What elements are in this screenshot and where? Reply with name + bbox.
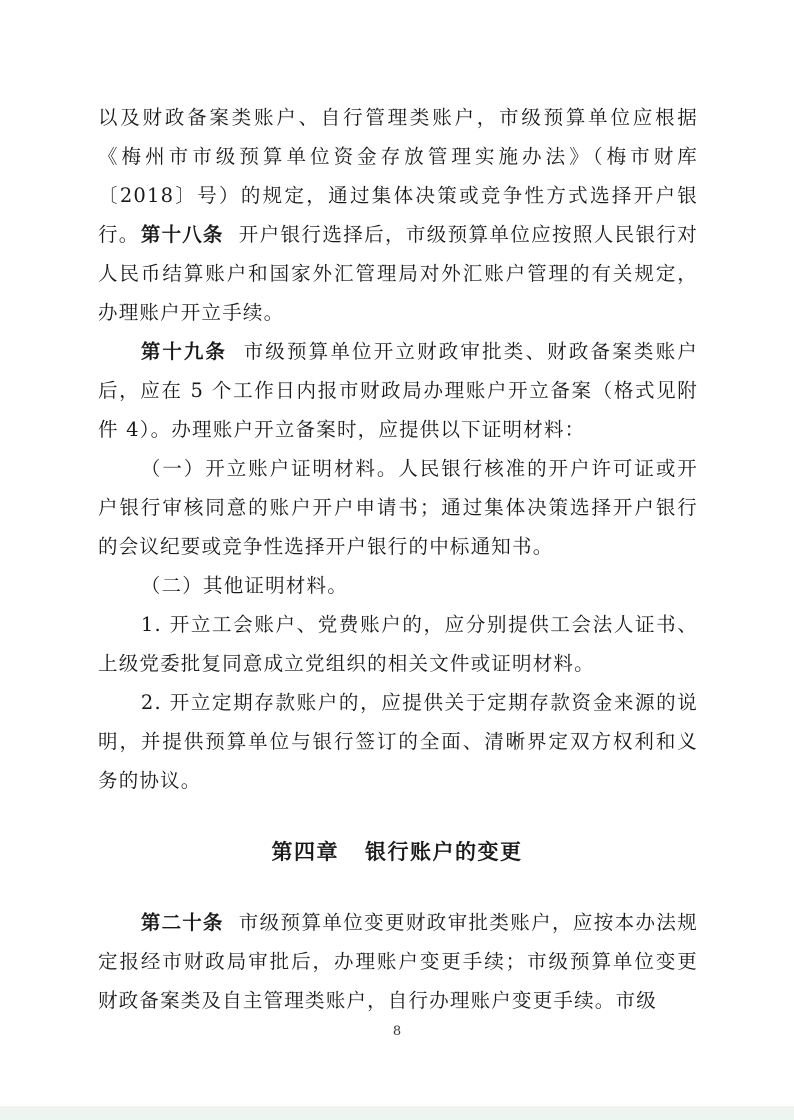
chapter-title: 银行账户的变更 xyxy=(365,840,523,864)
clause-text: （一）开立账户证明材料。人民银行核准的开户许可证或开户银行审核同意的账户开户申请书；通过集体决策选择开户银行的会议纪要或竞争性选择开户银行的中标通知书。 xyxy=(98,457,698,558)
clause-1 xyxy=(98,449,698,566)
item-2 xyxy=(98,683,698,800)
item-text: 2. 开立定期存款账户的，应提供关于定期存款资金来源的说明，并提供预算单位与银行签订的全面、清晰界定双方权利和义务的协议。 xyxy=(98,691,698,792)
article-heading: 第二十条 xyxy=(140,911,224,934)
article-19 xyxy=(98,332,698,449)
article-body: 市级预算单位开立财政审批类、财政备案类账户后，应在 5 个工作日内报市财政局办理账户开立备案（格式见附件 4）。办理账户开立备案时，应提供以下证明材料： xyxy=(98,340,698,441)
item-text: 1. 开立工会账户、党费账户的，应分别提供工会法人证书、上级党委批复同意成立党组织的相关文件或证明材料。 xyxy=(98,613,698,675)
chapter-heading xyxy=(0,836,794,866)
clause-2 xyxy=(98,566,698,605)
item-1 xyxy=(98,605,698,683)
article-18 xyxy=(98,215,698,332)
page-number: 8 xyxy=(392,1024,402,1039)
chapter-number: 第四章 xyxy=(271,840,339,864)
paragraph-text: 以及财政备案类账户、自行管理类账户，市级预算单位应根据《梅州市市级预算单位资金存放管理实施办法》（梅市财库〔2018〕号）的规定，通过集体决策或竞争性方式选择开户银行。 xyxy=(98,106,698,246)
article-body: 市级预算单位变更财政审批类账户，应按本办法规定报经市财政局审批后，办理账户变更手续；市级预算单位变更财政备案类及自主管理类账户，自行办理账户变更手续。市级 xyxy=(98,911,698,1012)
page-bottom-band xyxy=(0,1106,794,1120)
clause-text: （二）其他证明材料。 xyxy=(140,574,348,597)
article-heading: 第十九条 xyxy=(140,340,227,363)
article-body: 开户银行选择后，市级预算单位应按照人民银行对人民币结算账户和国家外汇管理局对外汇账户管理的有关规定，办理账户开立手续。 xyxy=(98,223,698,324)
article-20 xyxy=(98,903,698,1020)
article-heading: 第十八条 xyxy=(140,223,224,246)
